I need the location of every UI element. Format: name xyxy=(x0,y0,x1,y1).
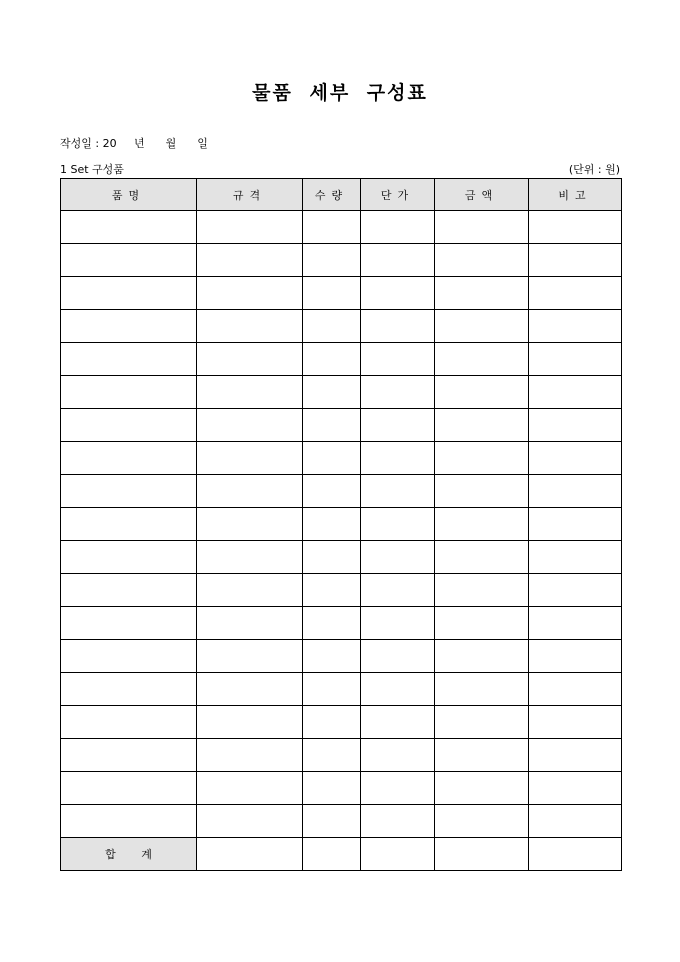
table-cell[interactable] xyxy=(529,772,622,805)
table-cell[interactable] xyxy=(197,640,303,673)
table-cell[interactable] xyxy=(529,706,622,739)
table-cell[interactable] xyxy=(361,409,435,442)
table-cell[interactable] xyxy=(361,772,435,805)
table-row xyxy=(61,574,622,607)
table-cell[interactable] xyxy=(197,772,303,805)
table-cell[interactable] xyxy=(435,607,529,640)
table-cell[interactable] xyxy=(435,343,529,376)
table-cell[interactable] xyxy=(529,838,622,871)
table-cell[interactable] xyxy=(529,244,622,277)
table-cell[interactable] xyxy=(435,442,529,475)
table-cell[interactable] xyxy=(529,343,622,376)
table-cell[interactable] xyxy=(361,376,435,409)
table-cell[interactable] xyxy=(361,442,435,475)
table-row xyxy=(61,805,622,838)
table-cell[interactable] xyxy=(529,277,622,310)
table-cell[interactable] xyxy=(435,739,529,772)
table-row xyxy=(61,706,622,739)
table-row xyxy=(61,541,622,574)
table-cell[interactable] xyxy=(361,739,435,772)
table-cell[interactable] xyxy=(361,211,435,244)
table-cell[interactable] xyxy=(197,277,303,310)
table-cell[interactable] xyxy=(61,739,197,772)
table-cell[interactable] xyxy=(529,508,622,541)
table-row xyxy=(61,211,622,244)
table-cell[interactable] xyxy=(61,640,197,673)
table-cell[interactable] xyxy=(361,607,435,640)
table-cell[interactable] xyxy=(61,376,197,409)
table-header-row xyxy=(61,179,622,211)
table-cell[interactable] xyxy=(529,673,622,706)
table-row xyxy=(61,673,622,706)
table-row xyxy=(61,310,622,343)
table-cell[interactable] xyxy=(197,706,303,739)
components-table xyxy=(60,178,622,871)
table-cell[interactable] xyxy=(197,541,303,574)
table-cell[interactable] xyxy=(61,607,197,640)
table-cell[interactable] xyxy=(303,838,361,871)
header-amount: 금액 xyxy=(435,179,529,211)
table-cell[interactable] xyxy=(197,442,303,475)
table-cell[interactable] xyxy=(303,376,361,409)
table-cell[interactable] xyxy=(435,673,529,706)
table-cell[interactable] xyxy=(529,640,622,673)
table-cell[interactable] xyxy=(303,310,361,343)
table-cell[interactable] xyxy=(435,409,529,442)
table-cell[interactable] xyxy=(435,310,529,343)
table-cell[interactable] xyxy=(197,244,303,277)
table-cell[interactable] xyxy=(435,772,529,805)
table-cell[interactable] xyxy=(529,805,622,838)
table-cell[interactable] xyxy=(197,838,303,871)
header-unit-price: 단가 xyxy=(361,179,435,211)
table-cell[interactable] xyxy=(361,574,435,607)
table-cell[interactable] xyxy=(61,772,197,805)
table-cell[interactable] xyxy=(303,805,361,838)
table-row xyxy=(61,343,622,376)
table-cell[interactable] xyxy=(435,508,529,541)
table-cell[interactable] xyxy=(61,343,197,376)
header-spec: 규격 xyxy=(197,179,303,211)
table-cell[interactable] xyxy=(197,574,303,607)
table-cell[interactable] xyxy=(361,475,435,508)
table-cell[interactable] xyxy=(197,409,303,442)
table-cell[interactable] xyxy=(435,244,529,277)
table-cell[interactable] xyxy=(361,508,435,541)
table-cell[interactable] xyxy=(303,574,361,607)
table-row xyxy=(61,607,622,640)
table-cell[interactable] xyxy=(303,343,361,376)
table-row xyxy=(61,244,622,277)
table-cell[interactable] xyxy=(61,310,197,343)
table-cell[interactable] xyxy=(435,574,529,607)
table-cell[interactable] xyxy=(61,442,197,475)
table-cell[interactable] xyxy=(361,838,435,871)
table-row xyxy=(61,772,622,805)
table-cell[interactable] xyxy=(303,640,361,673)
table-cell[interactable] xyxy=(303,409,361,442)
table-row xyxy=(61,409,622,442)
table-cell[interactable] xyxy=(529,607,622,640)
table-cell[interactable] xyxy=(435,838,529,871)
table-cell[interactable] xyxy=(361,541,435,574)
header-item-name: 품명 xyxy=(61,179,197,211)
table-cell[interactable] xyxy=(61,409,197,442)
table-cell[interactable] xyxy=(303,673,361,706)
table-cell[interactable] xyxy=(61,508,197,541)
table-row xyxy=(61,442,622,475)
table-row xyxy=(61,640,622,673)
table-cell[interactable] xyxy=(529,310,622,343)
table-row xyxy=(61,376,622,409)
table-cell[interactable] xyxy=(197,607,303,640)
table-cell[interactable] xyxy=(61,211,197,244)
table-cell[interactable] xyxy=(61,706,197,739)
table-cell[interactable] xyxy=(303,277,361,310)
unit-label: (단위 : 원) xyxy=(568,163,620,176)
table-cell[interactable] xyxy=(435,805,529,838)
header-quantity: 수량 xyxy=(303,179,361,211)
table-cell[interactable] xyxy=(197,508,303,541)
total-label: 합 계 xyxy=(61,838,197,871)
table-cell[interactable] xyxy=(197,211,303,244)
table-cell[interactable] xyxy=(529,574,622,607)
table-cell[interactable] xyxy=(435,706,529,739)
table-cell[interactable] xyxy=(361,244,435,277)
table-cell[interactable] xyxy=(361,310,435,343)
table-cell[interactable] xyxy=(197,673,303,706)
table-cell[interactable] xyxy=(61,244,197,277)
table-cell[interactable] xyxy=(435,541,529,574)
table-cell[interactable] xyxy=(435,277,529,310)
table-cell[interactable] xyxy=(529,409,622,442)
table-row xyxy=(61,739,622,772)
table-cell[interactable] xyxy=(529,541,622,574)
table-body xyxy=(61,211,622,871)
table-cell[interactable] xyxy=(61,673,197,706)
header-remarks: 비고 xyxy=(529,179,622,211)
table-cell[interactable] xyxy=(61,277,197,310)
date-line: 작성일 : 20 년 월 일 xyxy=(60,137,208,150)
table-cell[interactable] xyxy=(361,805,435,838)
table-cell[interactable] xyxy=(303,211,361,244)
table-cell[interactable] xyxy=(303,475,361,508)
table-cell[interactable] xyxy=(303,739,361,772)
table-cell[interactable] xyxy=(361,706,435,739)
table-cell[interactable] xyxy=(361,640,435,673)
table-cell[interactable] xyxy=(61,805,197,838)
table-cell[interactable] xyxy=(61,475,197,508)
total-row xyxy=(61,838,622,871)
table-cell[interactable] xyxy=(303,541,361,574)
set-components-label: 1 Set 구성품 xyxy=(60,163,124,176)
table-cell[interactable] xyxy=(197,739,303,772)
table-cell[interactable] xyxy=(529,442,622,475)
table-cell[interactable] xyxy=(435,376,529,409)
table-cell[interactable] xyxy=(361,673,435,706)
table-cell[interactable] xyxy=(303,772,361,805)
table-cell[interactable] xyxy=(529,475,622,508)
table-cell[interactable] xyxy=(303,442,361,475)
table-cell[interactable] xyxy=(197,376,303,409)
table-cell[interactable] xyxy=(197,805,303,838)
table-cell[interactable] xyxy=(303,607,361,640)
table-cell[interactable] xyxy=(303,508,361,541)
table-cell[interactable] xyxy=(529,211,622,244)
table-cell[interactable] xyxy=(61,541,197,574)
table-row xyxy=(61,475,622,508)
table-cell[interactable] xyxy=(197,343,303,376)
table-cell[interactable] xyxy=(197,310,303,343)
table-cell[interactable] xyxy=(303,244,361,277)
table-cell[interactable] xyxy=(529,739,622,772)
table-cell[interactable] xyxy=(61,574,197,607)
table-row xyxy=(61,508,622,541)
table-cell[interactable] xyxy=(361,277,435,310)
document-title: 물품 세부 구성표 xyxy=(252,82,428,104)
table-cell[interactable] xyxy=(435,475,529,508)
table-cell[interactable] xyxy=(435,640,529,673)
table-cell[interactable] xyxy=(435,211,529,244)
table-cell[interactable] xyxy=(303,706,361,739)
table-row xyxy=(61,277,622,310)
table-cell[interactable] xyxy=(197,475,303,508)
table-cell[interactable] xyxy=(361,343,435,376)
table-cell[interactable] xyxy=(529,376,622,409)
